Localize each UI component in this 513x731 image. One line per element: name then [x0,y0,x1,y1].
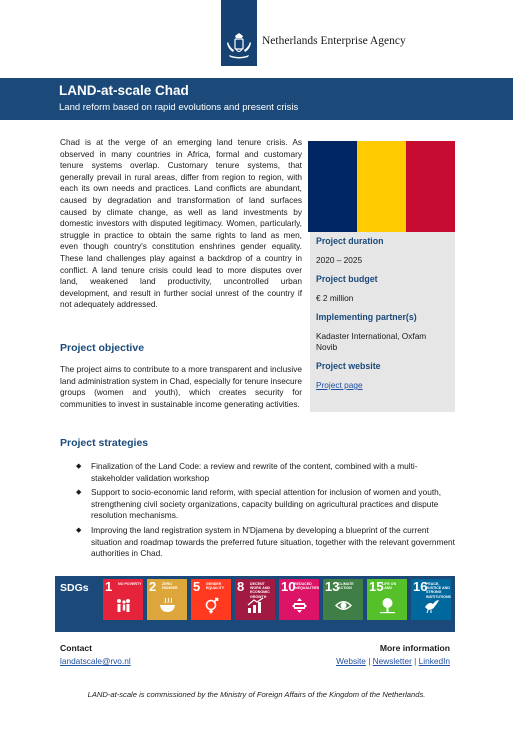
people-icon [115,597,132,614]
sdg-number: 15 [369,579,384,594]
intro-paragraph: Chad is at the verge of an emerging land tenure crisis. As observed in many countries in Africa, formal and customary tenure systems overlap. Customary tenure systems, that generally prevail in rural areas, differ from region to region, with each its own needs and practices. Land conflicts are abundant, caused by degradation and transformation of land surfaces caused by climate change, as well as land investments by domestic investors with disputed legitimacy. Women, particularly, struggle in practice to obtain the same rights to land as men, even though country's constitution enshrines gender equality. These land challenges play against a backdrop of a country in conflict. A land tenure crisis could lead to more disputes over land, weakened land productivity, uncontrolled urban development, and result in further social unrest of the country if not adequately addressed. [60,137,302,310]
link-separator: | [411,656,419,666]
strategy-text: Finalization of the Land Code: a review and rewrite of the content, combined with a multi-stakeholder validation workshop [91,461,418,483]
strategies-heading: Project strategies [60,437,149,449]
sdg-number: 16 [413,579,428,594]
flag-stripe-red [406,141,455,232]
sdg-number: 1 [105,579,113,594]
sdg-number: 8 [237,579,245,594]
project-page-link[interactable]: Project page [316,380,363,390]
dove-icon [423,597,440,614]
sdg-number: 10 [281,579,296,594]
flag-stripe-blue [308,141,357,232]
sdg-number: 2 [149,579,157,594]
gender-icon [203,597,220,614]
agency-header [0,0,513,78]
contact-label: Contact [60,643,92,653]
chad-flag [308,141,455,232]
page-title: LAND-at-scale Chad [59,83,189,98]
sdg-title: SDGs [60,582,89,594]
diamond-bullet-icon: ◆ [76,489,82,497]
sdg-tile-5 [191,579,231,620]
partners-value: Kadaster International, Oxfam Novib [316,331,427,352]
bowl-icon [159,597,176,614]
sdg-label: REDUCED INEQUALITIES [294,582,319,591]
budget-label: Project budget [316,274,378,284]
partners-label: Implementing partner(s) [316,312,417,322]
title-banner [0,78,513,120]
sdg-label: ZERO HUNGER [162,582,178,591]
sdg-label: DECENT WORK AND ECONOMIC GROWTH [250,582,271,599]
coat-of-arms-icon [226,32,252,60]
sdg-tiles [103,579,451,620]
sdg-tile-8 [235,579,275,620]
sdg-label: NO POVERTY [118,582,142,586]
tree-icon [379,597,396,614]
objective-heading: Project objective [60,342,145,354]
linkedin-link[interactable]: LinkedIn [418,656,450,666]
page-subtitle: Land reform based on rapid evolutions and present crisis [59,102,299,113]
diamond-bullet-icon: ◆ [76,526,82,534]
list-item [76,525,456,560]
more-info-label: More information [379,643,450,653]
sdg-band [55,576,455,632]
strategies-list [76,461,456,563]
sdg-label: CLIMATE ACTION [338,582,354,591]
duration-value: 2020 – 2025 [316,255,363,265]
list-item [76,461,456,484]
flag-stripe-yellow [357,141,406,232]
contact-email-link[interactable]: landatscale@rvo.nl [60,656,131,666]
agency-name: Netherlands Enterprise Agency [262,35,406,47]
sdg-label: PEACE, JUSTICE AND STRONG INSTITUTIONS [426,582,451,599]
diamond-bullet-icon: ◆ [76,463,82,470]
sdg-tile-15 [367,579,407,620]
sdg-label: GENDER EQUALITY [206,582,225,591]
sdg-number: 13 [325,579,340,594]
more-info-links [336,656,450,666]
website-label: Project website [316,361,381,371]
objective-paragraph: The project aims to contribute to a more transparent and inclusive land administration system in Chad, especially for tenure insecure groups (women and youth), which creates security for communities to invest in sustainable income generating activities. [60,364,302,409]
sdg-tile-16 [411,579,451,620]
equal-icon [291,597,308,614]
eye-globe-icon [335,597,352,614]
website-link[interactable]: Website [336,656,366,666]
sdg-tile-10 [279,579,319,620]
link-separator: | [365,656,373,666]
strategy-text: Improving the land registration system in N'Djamena by developing a blueprint of the current situation and roadmap towards the preferred future situation, together with the relevant government authorities in Chad. [91,524,455,559]
sdg-number: 5 [193,579,201,594]
sdg-label: LIFE ON LAND [382,582,397,591]
commission-note: LAND-at-scale is commissioned by the Ministry of Foreign Affairs of the Kingdom of the Netherlands. [87,690,426,699]
sdg-tile-13 [323,579,363,620]
newsletter-link[interactable]: Newsletter [372,656,412,666]
sdg-tile-1 [103,579,143,620]
duration-label: Project duration [316,236,384,246]
budget-value: € 2 million [316,293,354,303]
project-info-box [310,232,455,412]
sdg-tile-2 [147,579,187,620]
list-item [76,487,456,522]
strategy-text: Support to socio-economic land reform, with special attention for inclusion of women and youth, strengthening civil society organizations, capacity building on agricultural practices and dispute resolution mechanisms. [91,487,442,521]
growth-icon [247,597,264,614]
